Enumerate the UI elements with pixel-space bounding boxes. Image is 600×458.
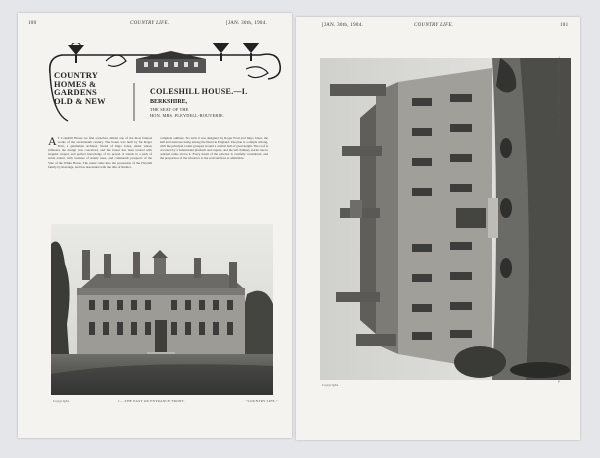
section-title [54,71,124,105]
body-column-2 [160,136,268,218]
left-page [18,13,292,438]
house-photo [320,58,571,380]
body-text: complete outlines. No such it was designed by Roger Pratt and Inigo Jones, the hall and staircase being among the finest in England. The plan is a simple oblong, with the principal rooms grouped around a central hall of great height. The roof is crowned by a balustraded platform and cupola, and the tall chimney stacks rise in ordered ranks above it. Every detail of the exterior is carefully considered, and the proportion of the windows to the wall surfaces is admirable. [160,136,268,161]
photo-south-west-front [320,58,571,380]
article-title: COLESHILL HOUSE.—I. [150,87,248,96]
section-title-line: OLD & NEW [54,95,106,106]
left-running-head: COUNTRY LIFE. [130,21,170,26]
section-title-line: COUNTRY [54,70,99,80]
house-photo [51,224,273,395]
body-text: T Coleshill House we find ourselves amidst one of the most famous works of the seventeenth century. The house was built by Sir Roger Pratt, a gentleman architect, friend of Inigo Jones, under whose influence the design was conceived, and the house has been treated with singular respect and perfect knowledge of its period. It stands in a park of noble extent, with avenues of stately trees, and commands prospects of the Vale of the White Horse. The estate came into the possession of the Pleydell family by marriage, and has descended with the title of Radnor. [48,136,152,169]
left-folio: 100 [28,21,37,26]
right-running-head: COUNTRY LIFE. [414,23,454,28]
right-folio: 101 [560,23,569,28]
right-photo-side-credit: "C.L." [557,373,561,383]
left-date: [JAN. 30th, 1904. [226,21,268,26]
article-owner-line2: HON. MRS. PLEYDELL-BOUVERIE. [150,113,225,118]
dropcap: A [48,136,57,148]
right-photo-side-caption: 2.—SOUTH-WEST: THE HOUSE FROM THE PARK. [557,56,561,135]
section-title-line: GARDENS [54,87,97,98]
masthead [46,43,284,123]
right-date: [JAN. 30th, 1904. [322,23,364,28]
article-owner-line1: THE SEAT OF THE [150,107,189,112]
body-column-1 [48,136,152,218]
section-title-line: HOMES & [54,78,97,89]
article-county: BERKSHIRE, [150,99,188,105]
left-photo-credit-right: "COUNTRY LIFE." [246,399,278,403]
left-photo-caption: 1.—THE EAST OR ENTRANCE FRONT. [118,399,185,403]
right-page [296,17,580,440]
left-photo-credit: Copyright. [53,399,71,403]
photo-east-front [51,224,273,395]
right-photo-credit: Copyright. [322,383,340,387]
